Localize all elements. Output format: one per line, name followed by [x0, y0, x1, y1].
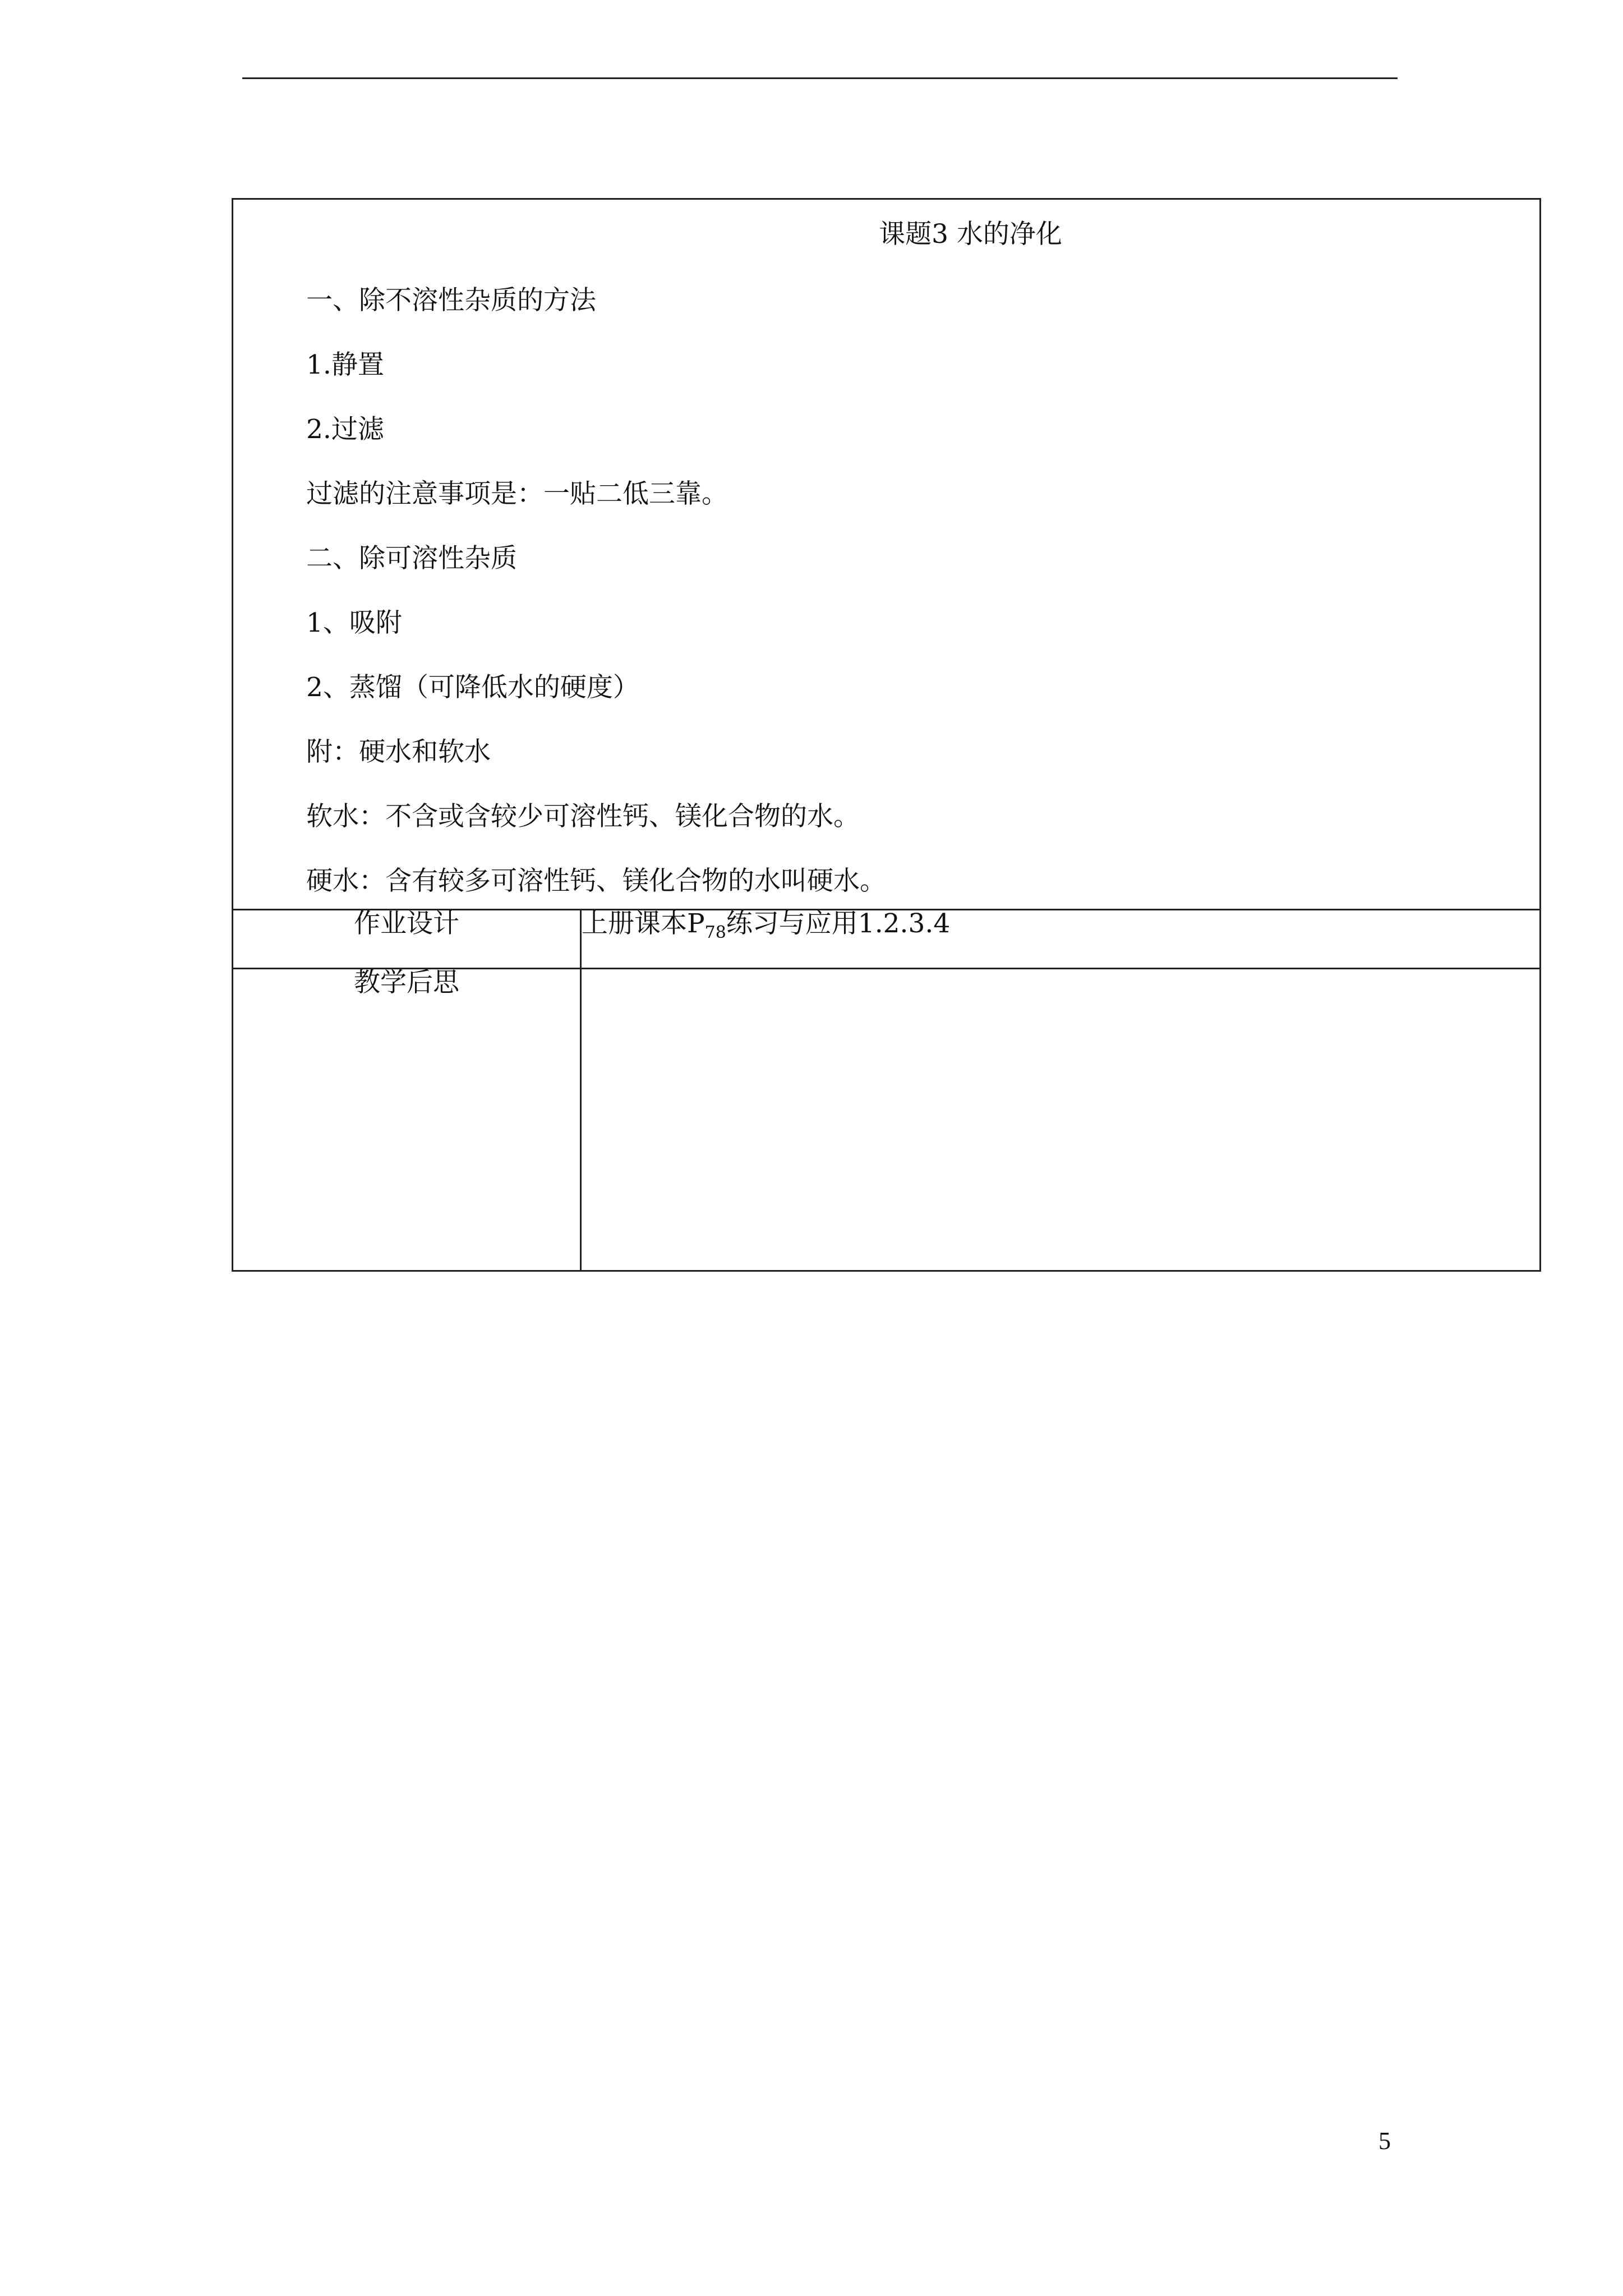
lesson-plan-table	[232, 198, 1541, 1272]
content-line: 附：硬水和软水	[306, 737, 491, 767]
page-number: 5	[1378, 2127, 1391, 2155]
content-line: 硬水：含有较多可溶性钙、镁化合物的水叫硬水。	[306, 866, 886, 896]
section-heading: 二、除可溶性杂质	[306, 543, 517, 574]
homework-label: 作业设计	[233, 910, 581, 969]
homework-page-subscript: 78	[704, 923, 726, 942]
content-line: 软水：不含或含较少可溶性钙、镁化合物的水。	[306, 801, 860, 832]
section-heading: 一、除不溶性杂质的方法	[306, 285, 596, 316]
content-row	[233, 199, 1541, 910]
reflection-label: 教学后思	[233, 969, 581, 1271]
lesson-title: 课题3 水的净化	[879, 219, 1062, 250]
homework-text-suffix: 练习与应用1.2.3.4	[726, 908, 951, 939]
content-line: 1.静置	[306, 349, 384, 380]
homework-text	[581, 910, 1541, 969]
content-line: 1、吸附	[306, 608, 402, 638]
homework-text-prefix: 上册课本P	[582, 908, 705, 939]
content-line: 2、蒸馏（可降低水的硬度）	[306, 672, 639, 703]
lesson-content-cell	[233, 199, 1541, 910]
homework-row	[233, 910, 1541, 969]
content-line: 2.过滤	[306, 414, 384, 445]
header-rule	[242, 77, 1398, 79]
reflection-row	[233, 969, 1541, 1271]
reflection-content-cell	[581, 969, 1541, 1271]
content-line: 过滤的注意事项是：一贴二低三靠。	[306, 478, 728, 509]
